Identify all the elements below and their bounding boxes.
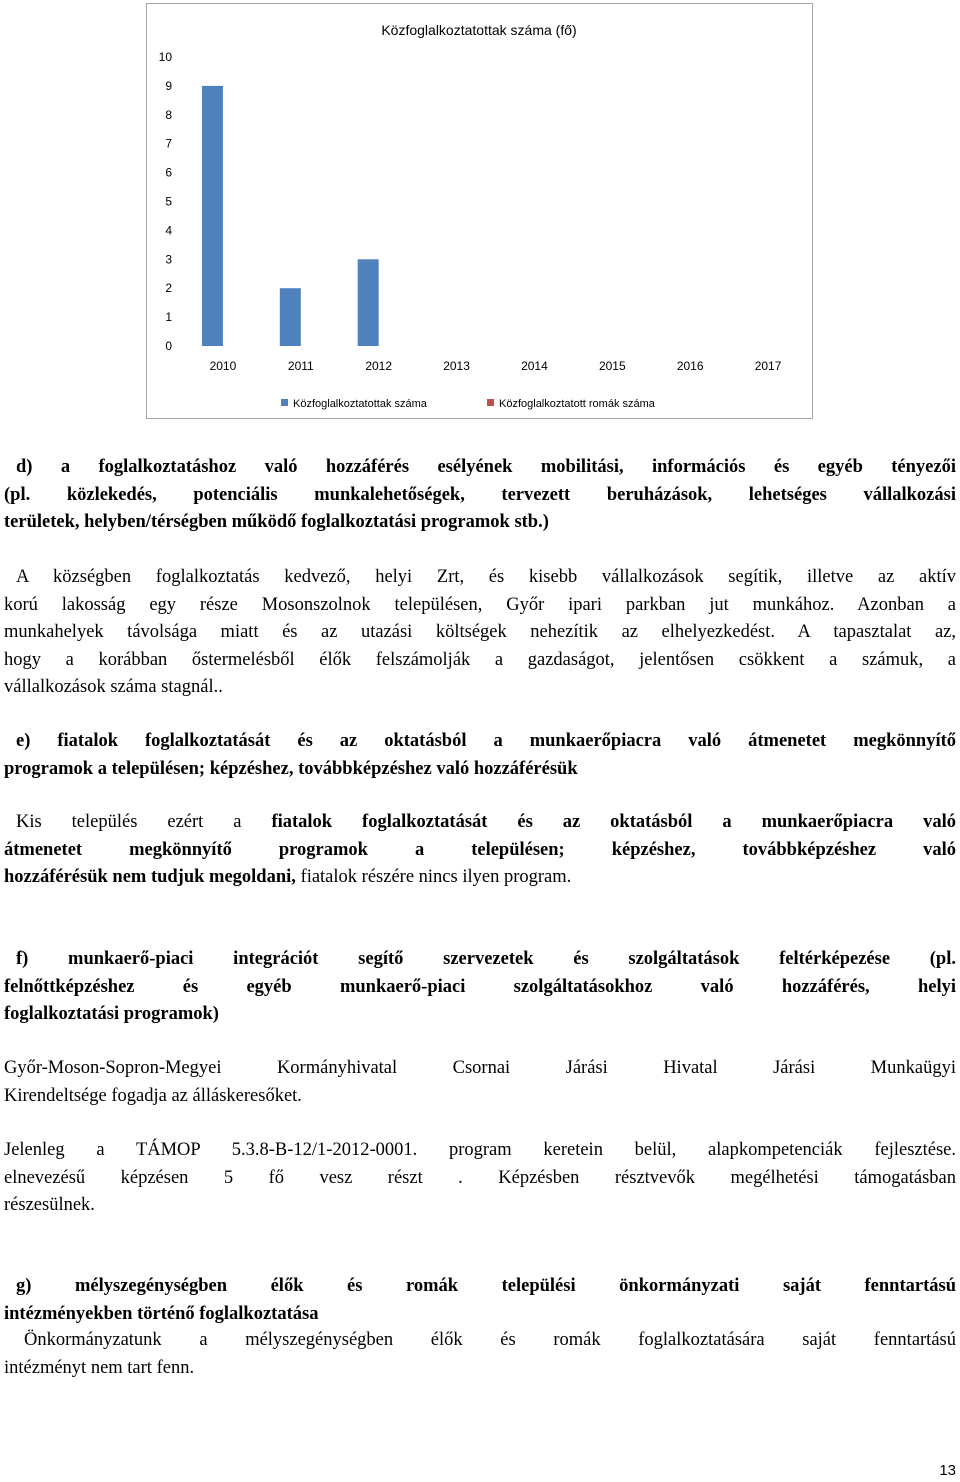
employment-chart bbox=[146, 3, 813, 419]
section-e-para-bold: hozzáférésük nem tudjuk megoldani, bbox=[4, 867, 296, 887]
section-f-para-line: Kirendeltsége fogadja az álláskeresőket. bbox=[4, 1085, 302, 1106]
bar-2010-series-0 bbox=[202, 86, 223, 346]
y-tick-label: 2 bbox=[165, 281, 172, 296]
legend-swatch bbox=[281, 399, 288, 406]
section-f-paragraph-2 bbox=[4, 1137, 956, 1220]
bar-2012-series-0 bbox=[358, 259, 379, 346]
bar-2011-series-0 bbox=[280, 288, 301, 346]
section-f-heading-line: felnőttképzéshez és egyéb munkaerő-piaci szolgáltatásokhoz való hozzáférés, helyi bbox=[4, 976, 956, 997]
section-d-paragraph bbox=[4, 564, 956, 702]
x-tick-label: 2010 bbox=[209, 359, 237, 373]
x-tick-label: 2015 bbox=[598, 359, 626, 373]
section-f-heading bbox=[4, 946, 956, 1029]
section-e-para-bold: fiatalok foglalkoztatását és az oktatásból a munkaerőpiacra való bbox=[271, 812, 956, 832]
section-f-para-line: Jelenleg a TÁMOP 5.3.8-B-12/1-2012-0001. program keretein belül, alapkompetenciák fejlesztése. bbox=[4, 1140, 956, 1160]
section-d-para-line: hogy a korábban őstermelésből élők felszámolják a gazdaságot, jelentősen csökkent a számuk, a bbox=[4, 649, 956, 670]
section-d-heading bbox=[4, 454, 956, 537]
x-tick-label: 2016 bbox=[676, 359, 704, 373]
section-g-heading-line: g) mélyszegénységben élők és romák települési önkormányzati saját fenntartású bbox=[16, 1276, 956, 1296]
section-d-para-line: vállalkozások száma stagnál.. bbox=[4, 677, 223, 697]
section-g-para-line: intézményt nem tart fenn. bbox=[4, 1357, 195, 1378]
x-tick-label: 2011 bbox=[287, 359, 314, 373]
section-f-para-line: Győr-Moson-Sopron-Megyei Kormányhivatal Csornai Járási Hivatal Járási Munkaügyi bbox=[4, 1058, 956, 1078]
section-d-para-line: munkahelyek távolsága miatt és az utazási költségek nehezítik az elhelyezkedést. A tapasztalat az, bbox=[4, 622, 956, 642]
x-tick-label: 2013 bbox=[443, 359, 470, 373]
x-tick-label: 2012 bbox=[365, 359, 393, 373]
section-d-heading-line: (pl. közlekedés, potenciális munkalehetőségek, tervezett beruházások, lehetséges vállalkozási bbox=[4, 484, 956, 505]
y-tick-label: 4 bbox=[165, 223, 172, 238]
y-tick-label: 1 bbox=[165, 310, 172, 325]
y-tick-label: 0 bbox=[165, 339, 172, 353]
section-e-para-line bbox=[4, 864, 956, 892]
section-d-heading-line: területek, helyben/térségben működő foglalkoztatási programok stb.) bbox=[4, 512, 549, 532]
chart-title: Közfoglalkoztatottak száma (fő) bbox=[381, 22, 577, 38]
chart-canvas bbox=[147, 4, 814, 420]
legend-swatch bbox=[487, 399, 494, 406]
section-g-heading bbox=[4, 1273, 956, 1328]
y-tick-label: 5 bbox=[165, 194, 172, 209]
section-f-para-line: részesülnek. bbox=[4, 1195, 95, 1215]
y-tick-label: 6 bbox=[165, 165, 172, 180]
legend-label: Közfoglalkoztatottak száma bbox=[293, 398, 427, 410]
section-d-para-line: korú lakosság egy része Mosonszolnok településen, Győr ipari parkban jut munkához. Azonban a bbox=[4, 594, 956, 615]
section-e-para-line bbox=[4, 809, 956, 837]
section-f-heading-line: foglalkoztatási programok) bbox=[4, 1004, 219, 1024]
y-tick-label: 10 bbox=[158, 50, 172, 64]
y-tick-label: 7 bbox=[165, 136, 172, 151]
section-e-heading-line: programok a településen; képzéshez, továbbképzéshez való hozzáférésük bbox=[4, 758, 578, 779]
section-e-heading bbox=[4, 728, 956, 783]
x-tick-label: 2014 bbox=[521, 359, 548, 373]
legend-label: Közfoglalkoztatott romák száma bbox=[499, 398, 655, 410]
section-d-para-line: A községben foglalkoztatás kedvező, helyi Zrt, és kisebb vállalkozások segítik, illetve az aktív bbox=[16, 567, 956, 587]
section-d-heading-line: d) a foglalkoztatáshoz való hozzáférés esélyének mobilitási, információs és egyéb tényezői bbox=[16, 457, 956, 477]
section-g-heading-line: intézményekben történő foglalkoztatása bbox=[4, 1303, 319, 1324]
y-tick-label: 8 bbox=[165, 107, 172, 122]
section-f-para-line: elnevezésű képzésen 5 fő vesz részt . Képzésben résztvevők megélhetési támogatásban bbox=[4, 1167, 956, 1188]
section-e-heading-line: e) fiatalok foglalkoztatását és az oktatásból a munkaerőpiacra való átmenetet megkönnyítő bbox=[16, 731, 956, 751]
y-tick-label: 9 bbox=[165, 78, 172, 93]
x-tick-label: 2017 bbox=[754, 359, 782, 373]
section-f-paragraph-1 bbox=[4, 1055, 956, 1110]
section-e-paragraph bbox=[4, 809, 956, 892]
section-f-heading-line: f) munkaerő-piaci integrációt segítő szervezetek és szolgáltatások feltérképezése (pl. bbox=[16, 949, 956, 969]
section-g-paragraph bbox=[4, 1327, 956, 1382]
section-e-para-line: átmenetet megkönnyítő programok a településen; képzéshez, továbbképzéshez való bbox=[4, 839, 956, 860]
section-e-para-normal: fiatalok részére nincs ilyen program. bbox=[300, 867, 572, 887]
section-g-para-line: Önkormányzatunk a mélyszegénységben élők és romák foglalkoztatására saját fenntartású bbox=[24, 1330, 956, 1350]
page-number: 13 bbox=[939, 1462, 956, 1479]
section-e-para-normal: Kis település ezért a bbox=[16, 812, 242, 832]
y-tick-label: 3 bbox=[165, 252, 172, 267]
